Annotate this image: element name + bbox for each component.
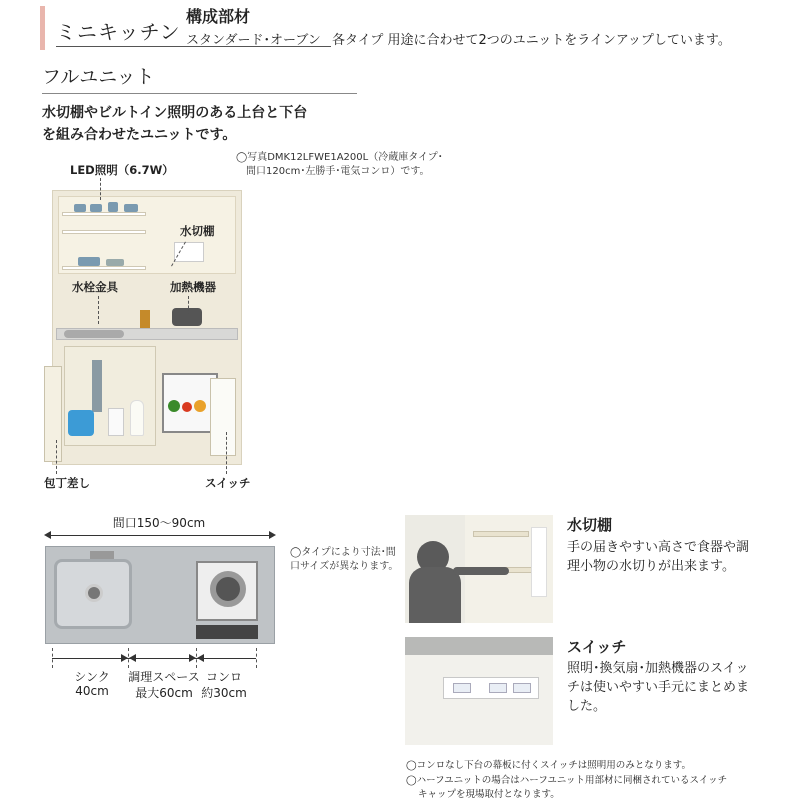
width-dimension-line: [46, 535, 274, 536]
dim-arrow-2: [129, 654, 136, 662]
switch-feature-text: 照明･換気扇･加熱機器のスイッチは使いやすい手元にまとめました。: [567, 661, 750, 714]
led-leader-line: [100, 178, 101, 200]
footnote-3: キャップを現場取付となります。: [418, 789, 560, 800]
category-label: 構成部材: [186, 7, 251, 26]
width-label: 間口150～90cm: [112, 516, 206, 530]
lead-text-line1: 水切棚やビルトイン照明のある上台と下台: [42, 105, 308, 121]
faucet-leader-line: [98, 296, 99, 324]
sub-dimension-line: [52, 658, 256, 659]
section-underline: [42, 93, 357, 94]
section-title: フルユニット: [42, 66, 155, 88]
shelf-feature-text: 手の届きやすい高さで食器や調理小物の水切りが出来ます。: [567, 540, 750, 574]
callout-led-light: LED照明（6.7W）: [70, 163, 174, 177]
page-title: ミニキッチン: [56, 20, 181, 44]
stove-label: コンロ: [205, 670, 242, 684]
width-arrow-left: [44, 531, 51, 539]
photo-note-line1: ◯写真DMK12LFWE1A200L（冷蔵庫タイプ･: [236, 152, 443, 163]
width-arrow-right: [269, 531, 276, 539]
footnote-2: ◯ハーフユニットの場合はハーフユニット用部材に同梱されているスイッチ: [406, 775, 728, 786]
photo-note-line2: 間口120cm･左勝手･電気コンロ）です。: [246, 166, 430, 177]
dim-arrow-3: [189, 654, 196, 662]
lead-text-line2: を組み合わせたユニットです。: [42, 127, 237, 143]
sink-label: シンク: [74, 670, 110, 684]
callout-heater: 加熱機器: [170, 280, 216, 294]
stove-value: 約30cm: [201, 686, 247, 700]
callout-faucet: 水栓金具: [72, 280, 118, 294]
sink-plan-photo: [45, 546, 275, 644]
dim-tick-4: [256, 648, 257, 668]
callout-switch: スイッチ: [205, 476, 251, 490]
heater-leader-line: [188, 296, 189, 318]
callout-drying-shelf: 水切棚: [180, 224, 215, 238]
drying-shelf-photo: [405, 515, 553, 623]
dim-arrow-4: [197, 654, 204, 662]
footnote-1: ◯コンロなし下台の幕板に付くスイッチは照明用のみとなります。: [406, 760, 691, 771]
sink-value: 40cm: [75, 684, 109, 698]
space-value: 最大60cm: [135, 686, 193, 700]
shelf-feature-title: 水切棚: [567, 516, 613, 534]
knife-leader-line: [56, 440, 57, 474]
header-description: 各タイプ 用途に合わせて2つのユニットをラインアップしています。: [332, 33, 731, 48]
size-note: ◯タイプにより寸法･間口サイズが異なります。: [290, 547, 399, 572]
callout-knife-holder: 包丁差し: [44, 476, 90, 490]
dim-arrow-1: [121, 654, 128, 662]
switch-leader-line: [226, 432, 227, 474]
switch-photo: [405, 637, 553, 745]
switch-feature-title: スイッチ: [567, 638, 627, 656]
header-accent-bar: [40, 6, 45, 50]
type-label: スタンダード･オーブン: [186, 33, 321, 48]
space-label: 調理スペース: [128, 670, 200, 684]
